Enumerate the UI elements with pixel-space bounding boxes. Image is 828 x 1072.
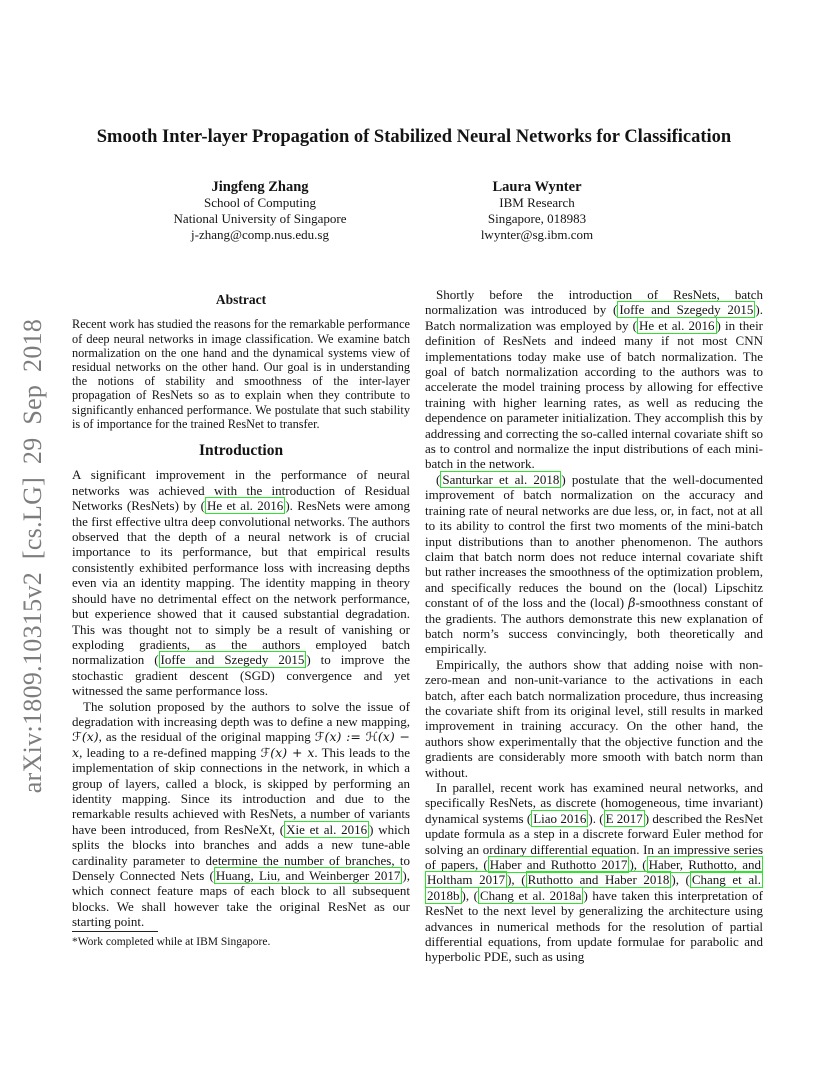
author-email: j-zhang@comp.nus.edu.sg (191, 227, 329, 242)
author-affiliation: IBM Research (499, 195, 575, 210)
right-paragraph-3 (425, 657, 763, 780)
text-run: , as the residual of the original mapping (98, 729, 315, 745)
text-run: ) postulate that the well-documented improvement of batch normalization on the accuracy and training rate of neural networks are due less, or, in fact, not at all to its ability to control the first two moments of the mini-batch input distributions than to another phenomenon. The authors claim that batch norm does not reduce internal covariate shift but rather increases the smoothness of the optimization problem, and specifically reduces the bound on the (local) Lipschitz constant of of the loss and the (local) (425, 471, 763, 611)
citation-link[interactable]: Haber, Ruthotto, and Holtham 2017 (427, 857, 761, 888)
citation-link[interactable]: Xie et al. 2016 (286, 821, 368, 837)
citation-link[interactable]: Haber and Ruthotto 2017 (489, 857, 628, 873)
math-inline: β (628, 595, 636, 611)
text-run: ( (436, 471, 441, 487)
math-inline: ℱ(x) (72, 729, 99, 745)
text-run: ). ( (588, 810, 604, 826)
citation-link[interactable]: He et al. 2016 (638, 317, 715, 333)
arxiv-sidebar-label: arXiv:1809.10315v2 [cs.LG] 29 Sep 2018 (18, 318, 47, 794)
author-block-1 (174, 179, 347, 243)
footnote-text: *Work completed while at IBM Singapore. (72, 936, 271, 948)
citation-link[interactable]: Huang, Liu, and Weinberger 2017 (215, 868, 401, 883)
citation-link[interactable]: Chang et al. 2018a (479, 887, 582, 903)
left-column (72, 287, 410, 930)
author-affiliation: National University of Singapore (173, 211, 347, 226)
math-inline: ℱ(x) + x (260, 744, 315, 760)
citation-link[interactable]: Liao 2016 (533, 810, 587, 826)
text-run: ). ResNets were among the first effective ultra deep convolutional networks. The authors observed that the depth of a neural network is of crucial importance to its performance, but that empirical results consistently exhibited performance loss with increasing depths even via an identity mapping. The identity mapping in theory should have no detrimental effect on the network performance, but experience showed that it caused substantial degradation. This was thought not to simply be a result of vanishing or exploding gradients, as the authors employed batch normalization ( (72, 498, 410, 668)
text-run: ), ( (461, 887, 478, 903)
text-run: Empirically, the authors show that adding noise with non-zero-mean and non-unit-variance to the activations in each batch, after each batch normalization procedure, thus increasing the covariate shift from its original level, still results in marked improvement in training accuracy. On the other hand, the authors show experimentally that the objective function and the gradients are considerably more smooth with batch norm than without. (425, 656, 763, 780)
author-name: Laura Wynter (492, 179, 582, 195)
text-run: ) which splits the blocks into branches and adds a new tune-able cardinality parameter to determine the number of branches, to Densely Connected Nets ( (72, 821, 410, 883)
text-run: The solution proposed by the authors to solve the issue of degradation with increasing depth was to define a new mapping, (72, 698, 410, 729)
introduction-heading: Introduction (198, 442, 284, 460)
author-name: Jingfeng Zhang (211, 179, 309, 195)
author-email: lwynter@sg.ibm.com (480, 227, 594, 242)
text-run: ) in their definition of ResNets and indeed many if not most CNN implementations today make use of batch normalization. The goal of batch normalization according to the authors was to accelerate the model training process by allowing for effective training with higher learning rates, as well as reducing the dependence on parameter initialization. They accomplish this by addressing and correcting the so-called internal covariate shift so as to control and normalize the input distributions of each mini-batch in the network. (425, 317, 764, 472)
text-run: A significant improvement in the performance of neural networks was achieved with the introduction of Residual Networks (ResNets) by ( (72, 467, 410, 514)
math-inline: ℱ(x) := ℋ(x) − x (72, 729, 410, 760)
citation-link[interactable]: Chang et al. 2018b (427, 872, 761, 903)
right-column (425, 287, 763, 965)
citation-link[interactable]: Santurkar et al. 2018 (442, 471, 560, 487)
citation-link[interactable]: E 2017 (605, 810, 643, 826)
citation-link[interactable]: Ruthotto and Haber 2018 (527, 872, 670, 888)
footnote-rule (72, 931, 158, 932)
right-paragraph-1 (425, 287, 763, 472)
text-run: ), ( (629, 857, 647, 873)
intro-paragraph-2 (72, 699, 410, 930)
abstract-heading: Abstract (215, 292, 267, 307)
text-run: ), which connect feature maps of each block to all subsequent blocks. We shall however take the original ResNet as our starting point. (72, 868, 410, 930)
text-run: In parallel, recent work has examined neural networks, and specifically ResNets, as discrete (homogeneous, time invariant) dynamical systems ( (425, 780, 763, 826)
text-run: ), ( (671, 872, 690, 888)
citation-link[interactable]: Ioffe and Szegedy 2015 (160, 652, 305, 668)
text-run: ) to improve the stochastic gradient descent (SGD) convergence and yet witnessed the same performance loss. (72, 652, 410, 699)
right-paragraph-4 (425, 780, 763, 965)
author-block-2 (481, 179, 593, 243)
abstract-text: Recent work has studied the reasons for the remarkable performance of deep neural networks in image classification. We examine batch normalization on the one hand and the dynamical systems view of residual networks on the other hand. Our goal is in understanding the notions of stability and smoothness of the inter-layer propagation of ResNets so as to explain when they contribute to significantly enhanced performance. We postulate that such stability is of importance for the trained ResNet to transfer. (72, 317, 410, 431)
paper-title: Smooth Inter-layer Propagation of Stabilized Neural Networks for Classification (96, 127, 732, 147)
text-run: Shortly before the introduction of ResNets, batch normalization was introduced by ( (425, 287, 763, 318)
text-run: -smoothness constant of the gradients. The authors demonstrate this new explanation of batch norm’s success convincingly, both theoretically and empirically. (425, 595, 763, 657)
author-affiliation: School of Computing (204, 195, 316, 210)
right-paragraph-2 (425, 472, 763, 657)
text-run: ) have taken this interpretation of ResNet to the next level by generalizing the architecture using advances in numerical methods for the resolution of partial differential equations, from update formulae for parabolic and hyperbolic PDE, such as using (425, 887, 763, 965)
text-run: , leading to a re-defined mapping (79, 744, 261, 760)
citation-link[interactable]: Ioffe and Szegedy 2015 (619, 302, 754, 318)
author-affiliation: Singapore, 018983 (487, 211, 587, 226)
text-run: ) described the ResNet update formula as a step in a discrete forward Euler method for solving an ordinary differential equation. In an impressive series of papers, ( (425, 810, 763, 873)
text-run: ). Batch normalization was employed by ( (425, 302, 763, 333)
text-run: ), ( (507, 872, 526, 888)
citation-link[interactable]: He et al. 2016 (207, 498, 284, 514)
intro-paragraph-1 (72, 467, 410, 698)
text-run: . This leads to the implementation of skip connections in the network, in which a group of layers, called a block, is skipped by performing an identity mapping. Since its introduction and due to the remarkable results achieved with ResNets, a number of variants have been introduced, from ResNeXt, ( (72, 744, 410, 837)
footnote (72, 931, 410, 949)
